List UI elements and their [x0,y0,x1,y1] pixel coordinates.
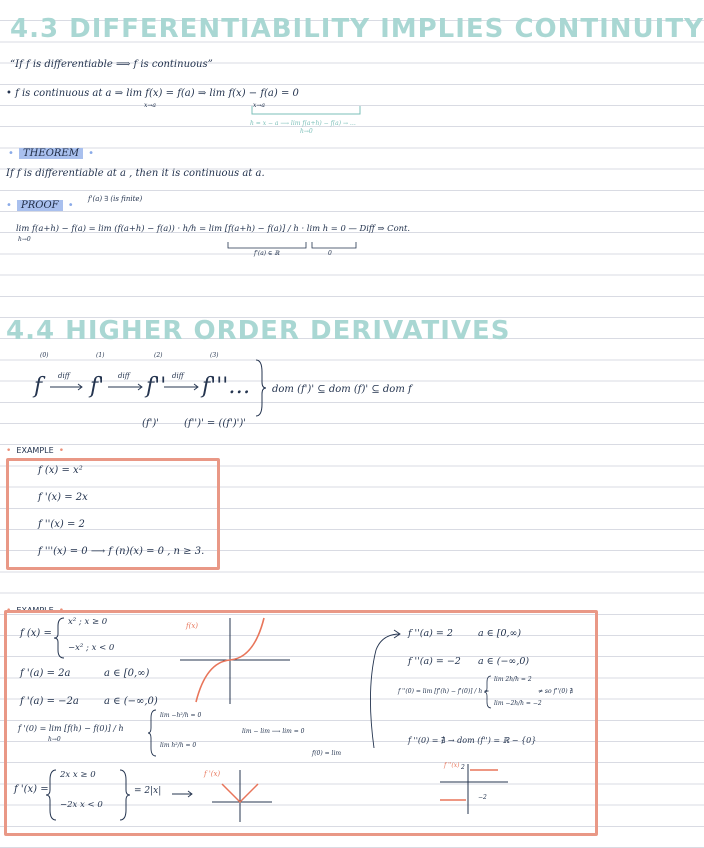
chain-f1: f' [90,374,105,399]
graph1-label: f(x) [186,622,199,630]
fprime-top: 2x x ≥ 0 [60,770,96,780]
example1-line: f '(x) = 2x [38,492,88,503]
fprime-bot: −2x x < 0 [60,800,103,810]
example1-line: f '''(x) = 0 ⟶ f (n)(x) = 0 , n ≥ 3. [38,546,205,557]
second-deriv-neg: f ''(a) = −2 [408,656,461,667]
diff-label-2: diff [118,372,130,380]
proof-underbrace-label-2: 0 [328,250,332,257]
chain-f3-sup: (3) [210,352,219,359]
deriv-zero-sub: h→0 [48,736,61,743]
limit-sub-1: x→a [144,102,156,109]
limit-combine: lim − lim ⟶ lim = 0 [242,728,305,735]
chain-f2: f'' [146,374,167,399]
second-deriv-brace [484,674,492,710]
proof-underbrace-label-1: f'(a) ∈ ℝ [254,250,280,257]
graph3-label: f ''(x) [444,762,460,769]
second-deriv-left: lim −2h/h = −2 [494,700,542,707]
continuity-definition: • f is continuous at a ⇒ lim f(x) = f(a) ⇒ lim f(x) − f(a) = 0 [6,88,299,99]
graph3 [436,760,516,816]
domain-relation: dom (f')' ⊆ dom (f)' ⊆ dom f [272,384,412,395]
under-f3: (f'')' = ((f')')' [184,418,247,429]
graph2 [208,766,278,826]
fprime-brace-left [46,768,58,822]
limit-sub-2: x→a [253,102,265,109]
deriv-pos: f '(a) = 2a [20,668,71,679]
bullet-dot: • [6,446,12,456]
section-43-title: 4.3 DIFFERENTIABILITY IMPLIES CONTINUITY [10,14,704,44]
diff-label-1: diff [58,372,70,380]
graph3-tick-bottom: −2 [478,794,487,801]
piece-def: f (x) = [20,628,52,639]
fprime-brace-right [118,768,130,822]
proof-sub: h→0 [18,236,31,243]
section-44-title: 4.4 HIGHER ORDER DERIVATIVES [6,316,511,346]
bullet-dot: • [58,606,65,616]
second-deriv-pos-dom: a ∈ [0,∞) [478,628,522,639]
second-deriv-zero: f ''(0) = lim [f'(h) − f'(0)] / h = [398,688,490,695]
graph1 [180,616,300,706]
proof-heading [6,193,74,212]
example1-line: f ''(x) = 2 [38,519,85,530]
example1-line: f (x) = x² [38,465,83,476]
bullet-dot: • [6,606,12,616]
deriv-zero: f '(0) = lim [f(h) − f(0)] / h [18,724,124,733]
piece-brace [54,616,66,660]
bullet-dot: • [8,148,14,159]
example1-heading [6,438,64,457]
theorem-label: THEOREM [19,148,83,159]
proof-label: PROOF [17,200,63,211]
substitution-bracket [250,104,370,118]
bullet-dot: • [67,200,74,211]
chain-f2-sup: (2) [154,352,163,359]
second-deriv-conclusion: ≠ so f''(0) ∄ [538,688,573,695]
fprime-arrow [172,790,196,798]
second-deriv-neg-dom: a ∈ (−∞,0) [478,656,530,667]
piece-bot: −x² ; x < 0 [68,643,115,653]
example2-label: EXAMPLE [16,606,54,615]
chain-f1-sup: (1) [96,352,105,359]
piece-top: x² ; x ≥ 0 [68,617,108,627]
chain-f0-sup: (0) [40,352,49,359]
substitution-note: h = x − a ⟶ lim f(a+h) − f(a) → … [250,120,356,127]
deriv-neg-dom: a ∈ (−∞,0) [104,696,158,707]
fprime-def: f '(x) = [14,784,49,795]
limit-right: lim h²/h = 0 [160,742,197,749]
diff-arrows [50,383,250,393]
fprime-abs: = 2|x| [134,786,162,796]
diff-label-3: diff [172,372,184,380]
second-deriv-right: lim 2h/h = 2 [494,676,532,683]
limits-brace [148,708,158,758]
substitution-note-sub: h→0 [300,128,313,135]
limit-end: f(0) = lim [312,750,342,757]
quote-statement: “If f is differentiable ⟹ f is continuous” [10,59,213,70]
graph2-label: f '(x) [204,770,221,778]
under-f2: (f')' [142,418,160,429]
deriv-pos-dom: a ∈ [0,∞) [104,668,150,679]
deriv-neg: f '(a) = −2a [20,696,79,707]
chain-f3: f'''… [202,374,251,399]
bullet-dot: • [88,148,94,159]
second-deriv-pos: f ''(a) = 2 [408,628,453,639]
second-deriv-domain: f ''(0) = ∄ → dom (f'') = ℝ − {0} [408,736,537,745]
proof-equation: lim f(a+h) − f(a) = lim (f(a+h) − f(a)) · h/h = lim [f(a+h) − f(a)] / h · lim h = 0 — Diff ⇒ Cont. [16,223,411,233]
graph3-tick-top: 2 [461,764,465,771]
example1-label: EXAMPLE [16,446,54,455]
theorem-heading [8,141,94,160]
chain-f0: f [34,374,43,399]
bullet-dot: • [58,446,65,456]
chain-brace [254,358,268,418]
limit-left: lim −h²/h = 0 [160,712,202,719]
bullet-dot: • [6,200,12,211]
proof-underbrace [226,240,396,252]
proof-note: f'(a) ∃ (is finite) [88,195,143,203]
theorem-text: If f is differentiable at a , then it is continuous at a. [6,168,265,179]
